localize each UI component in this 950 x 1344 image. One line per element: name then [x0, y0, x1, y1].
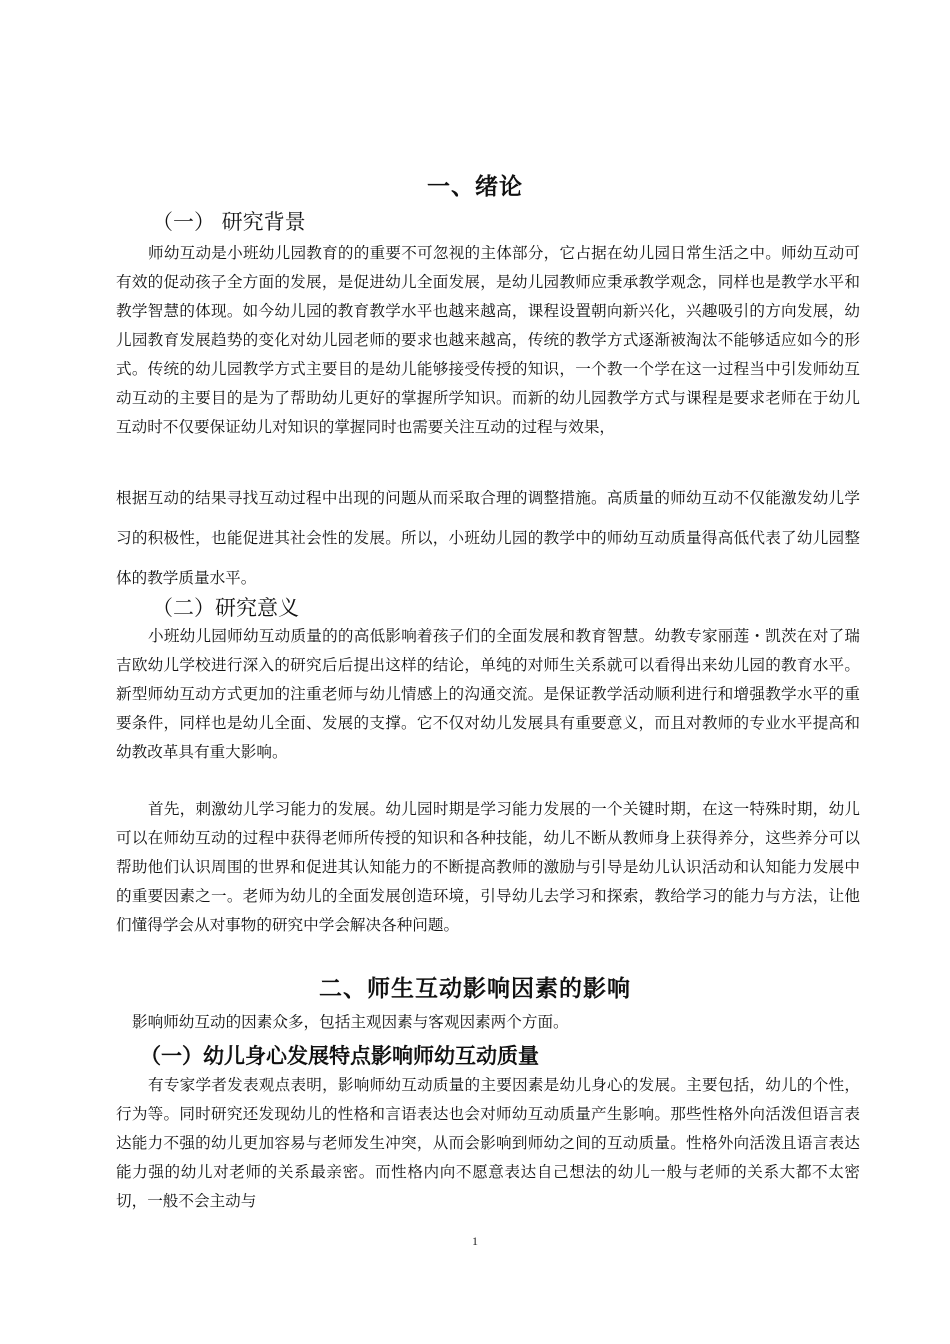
paragraph-learning-ability [116, 795, 860, 940]
chapter-heading-factors: 二、师生互动影响因素的影响 [319, 976, 631, 1002]
paragraph-factors-intro [132, 1008, 860, 1037]
section-heading-child-development: （一）幼儿身心发展特点影响师幼互动质量 [140, 1044, 539, 1068]
paragraph-factors-intro-text: 影响师幼互动的因素众多，包括主观因素与客观因素两个方面。 [132, 1013, 569, 1031]
paragraph-child-development [116, 1071, 860, 1216]
page-number: 1 [472, 1234, 478, 1248]
paragraph-background-line: 根据互动的结果寻找互动过程中出现的问题从而采取合理的调整措施。 [116, 489, 607, 507]
paragraph-significance-text: 小班幼儿园师幼互动质量的的高低影响着孩子们的全面发展和教育智慧。幼教专家丽莲・凯茨在对了瑞吉欧幼儿学校进行深入的研究后后提出这样的结论，单纯的对师生关系就可以看得出来幼儿园的教育水平。新型师幼互动方式更加的注重老师与幼儿情感上的沟通交流。是保证教学活动顺利进行和增强教学水平的重要条件，同样也是幼儿全面、发展的支撑。它不仅对幼儿发展具有重要意义，而且对教师的专业水平提高和幼教改革具有重大影响。 [116, 627, 860, 761]
paragraph-learning-ability-text: 首先，刺激幼儿学习能力的发展。幼儿园时期是学习能力发展的一个关键时期，在这一特殊时期，幼儿可以在师幼互动的过程中获得老师所传授的知识和各种技能，幼儿不断从教师身上获得养分，这些养分可以帮助他们认识周围的世界和促进其认知能力的不断提高教师的激励与引导是幼儿认识活动和认知能力发展中的重要因素之一。老师为幼儿的全面发展创造环境，引导幼儿去学习和探索，教给学习的能力与方法，让他们懂得学会从对事物的研究中学会解决各种问题。 [116, 800, 860, 934]
paragraph-child-development-text: 有专家学者发表观点表明，影响师幼互动质量的主要因素是幼儿身心的发展。主要包括，幼儿的个性，行为等。同时研究还发现幼儿的性格和言语表达也会对师幼互动质量产生影响。那些性格外向活泼但语言表达能力不强的幼儿更加容易与老师发生冲突，从而会影响到师幼之间的互动质量。性格外向活泼且语言表达能力强的幼儿对老师的关系最亲密。而性格内向不愿意表达自己想法的幼儿一般与老师的关系大都不太密切，一般不会主动与 [116, 1076, 860, 1210]
paragraph-background-emphasis: 高质量的师幼互动不仅能激发幼儿学习的积极性，也能促进其社会性的发展。所以，小班幼儿园的教学中的师幼互动质量得高低代表了幼儿园整体的教学质量水平。 [116, 489, 860, 587]
section-heading-background: （一） 研究背景 [152, 210, 306, 234]
chapter-heading-introduction: 一、绪论 [427, 174, 523, 200]
paragraph-background-text: 师幼互动是小班幼儿园教育的的重要不可忽视的主体部分，它占据在幼儿园日常生活之中。师幼互动可有效的促动孩子全方面的发展，是促进幼儿全面发展，是幼儿园教师应秉承教学观念，同样也是教学水平和教学智慧的体现。如今幼儿园的教育教学水平也越来越高，课程设置朝向新兴化，兴趣吸引的方向发展，幼儿园教育发展趋势的变化对幼儿园老师的要求也越来越高，传统的教学方式逐渐被淘汰不能够适应如今的形式。传统的幼儿园教学方式主要目的是幼儿能够接受传授的知识，一个教一个学在这一过程当中引发师幼互动互动的主要目的是为了帮助幼儿更好的掌握所学知识。而新的幼儿园教学方式与课程是要求老师在于幼儿互动时不仅要保证幼儿对知识的掌握同时也需要关注互动的过程与效果， [116, 244, 860, 436]
section-heading-significance: （二）研究意义 [152, 596, 299, 620]
paragraph-significance [116, 622, 860, 767]
paragraph-background-continued [116, 478, 860, 598]
paragraph-background [116, 239, 860, 442]
